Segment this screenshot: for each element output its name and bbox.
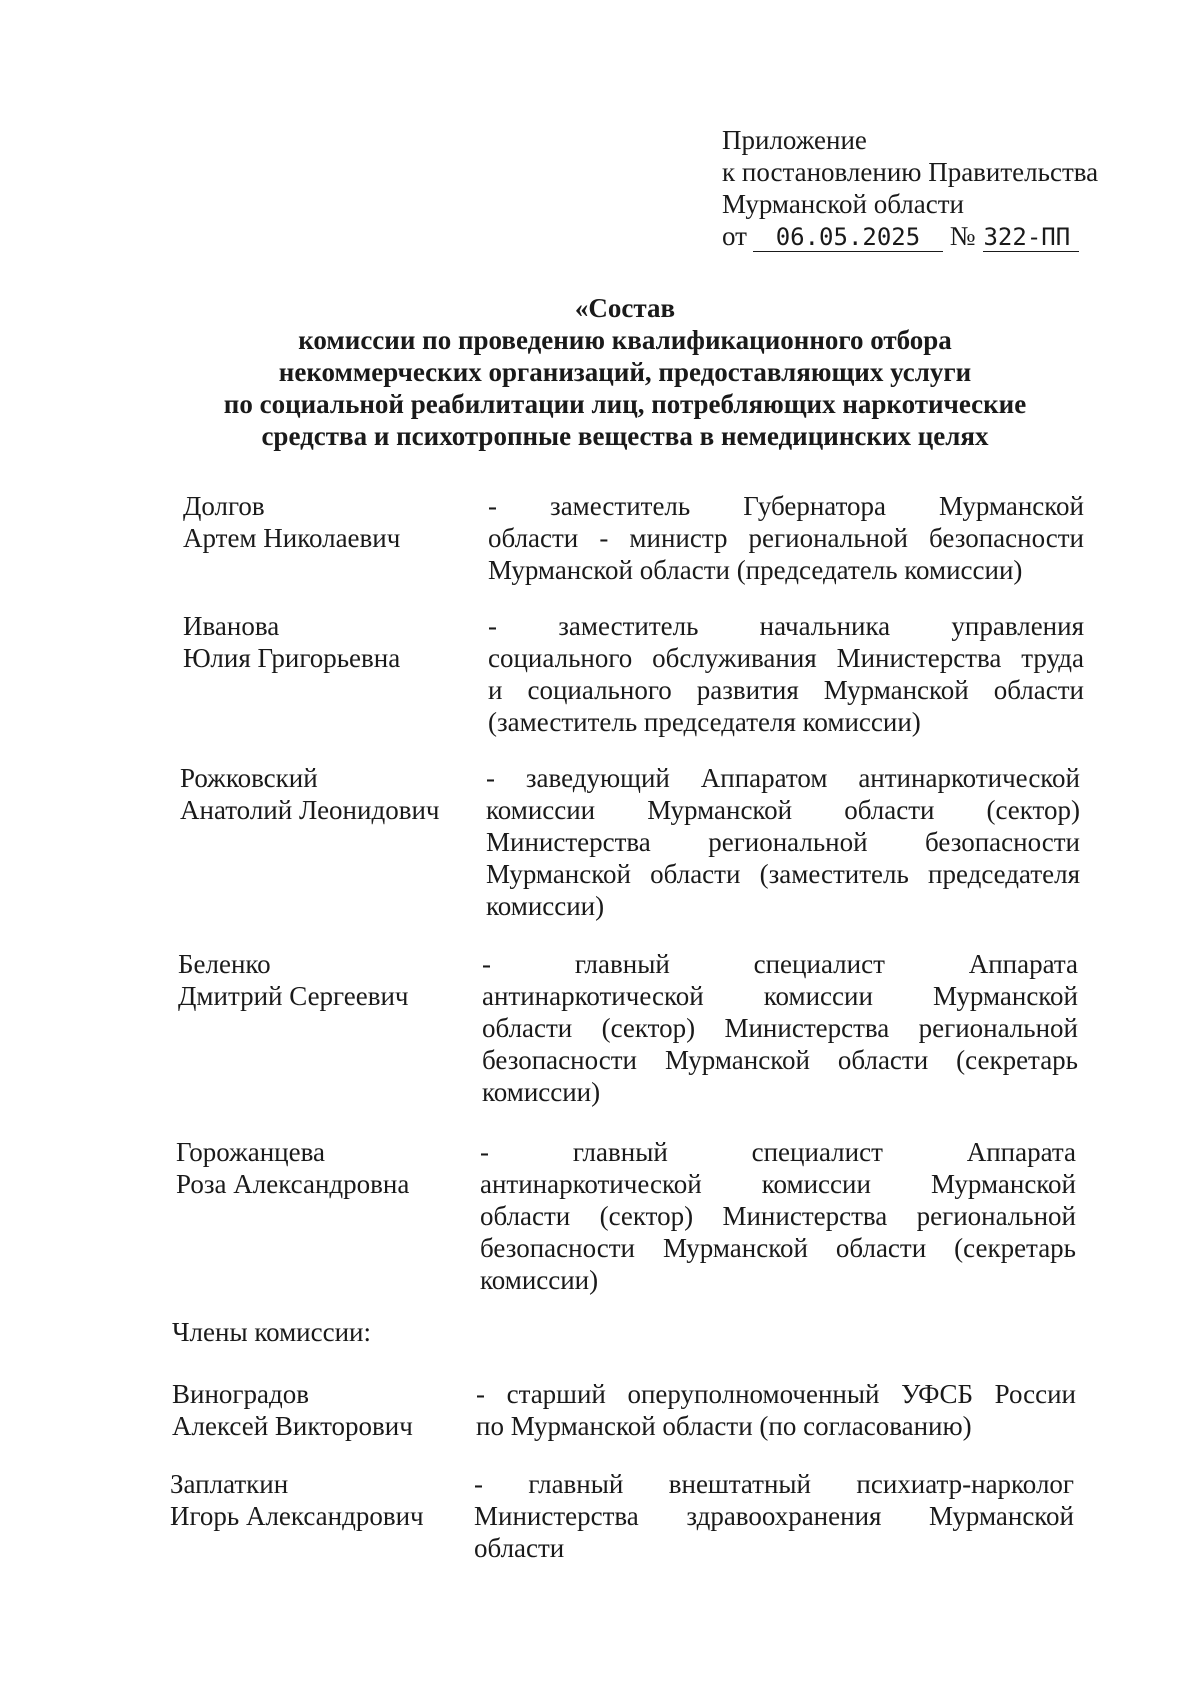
member-name: [183, 610, 400, 674]
position-line: области: [474, 1533, 565, 1563]
member-name: [170, 1468, 424, 1532]
member-surname: Иванова: [183, 611, 280, 641]
member-surname: Заплаткин: [170, 1469, 289, 1499]
member-position: [488, 610, 1084, 738]
position-line: социального обслуживания Министерства труда: [488, 643, 1084, 673]
position-line: комиссии Мурманской области (сектор): [486, 795, 1080, 825]
member-name: [180, 762, 439, 826]
position-line: - заместитель начальника управления: [488, 611, 1084, 641]
position-line: области (сектор) Министерства региональной: [482, 1013, 1078, 1043]
member-position: [474, 1468, 1074, 1564]
member-given-name: Игорь Александрович: [170, 1501, 424, 1531]
appendix-line-2: к постановлению Правительства: [722, 157, 1099, 187]
position-line: - главный специалист Аппарата: [480, 1137, 1076, 1167]
position-line: Мурманской области (заместитель председателя: [486, 859, 1080, 889]
position-line: безопасности Мурманской области (секретарь: [482, 1045, 1078, 1075]
document-title: [160, 292, 1090, 452]
position-line: - старший оперуполномоченный УФСБ России: [476, 1379, 1076, 1409]
position-line: (заместитель председателя комиссии): [488, 707, 921, 737]
member-name: [178, 948, 409, 1012]
date-prefix: от: [722, 221, 747, 251]
members-heading: Члены комиссии:: [172, 1317, 371, 1347]
member-position: [486, 762, 1080, 922]
member-name: [176, 1136, 409, 1200]
position-line: Министерства региональной безопасности: [486, 827, 1080, 857]
member-surname: Беленко: [178, 949, 271, 979]
member-given-name: Дмитрий Сергеевич: [178, 981, 409, 1011]
position-line: - главный специалист Аппарата: [482, 949, 1078, 979]
position-line: области (сектор) Министерства региональной: [480, 1201, 1076, 1231]
position-line: - главный внештатный психиатр-нарколог: [474, 1469, 1074, 1499]
number-prefix: №: [949, 221, 976, 251]
member-position: [476, 1378, 1076, 1442]
position-line: Мурманской области (председатель комиссии): [488, 555, 1023, 585]
position-line: антинаркотической комиссии Мурманской: [480, 1169, 1076, 1199]
appendix-label: Приложение: [722, 125, 867, 155]
appendix-line-3: Мурманской области: [722, 189, 964, 219]
position-line: комиссии): [480, 1265, 599, 1295]
member-given-name: Юлия Григорьевна: [183, 643, 401, 673]
position-line: безопасности Мурманской области (секретарь: [480, 1233, 1076, 1263]
appendix-date-line: [722, 220, 1098, 252]
member-surname: Долгов: [183, 491, 265, 521]
member-given-name: Анатолий Леонидович: [180, 795, 440, 825]
position-line: области - министр региональной безопасности: [488, 523, 1084, 553]
title-line-2: комиссии по проведению квалификационного отбора: [298, 325, 952, 355]
title-line-3: некоммерческих организаций, предоставляющих услуги: [278, 357, 972, 387]
member-position: [480, 1136, 1076, 1296]
decree-date: 06.05.2025: [753, 223, 943, 252]
member-name: [172, 1378, 413, 1442]
position-line: - заместитель Губернатора Мурманской: [488, 491, 1084, 521]
member-position: [482, 948, 1078, 1108]
position-line: комиссии): [482, 1077, 601, 1107]
title-line-1: «Состав: [574, 293, 676, 323]
member-given-name: Артем Николаевич: [183, 523, 401, 553]
position-line: Министерства здравоохранения Мурманской: [474, 1501, 1074, 1531]
member-surname: Горожанцева: [176, 1137, 325, 1167]
appendix-block: [722, 124, 1098, 252]
decree-number: 322-ПП: [983, 223, 1079, 252]
position-line: по Мурманской области (по согласованию): [476, 1411, 972, 1441]
position-line: комиссии): [486, 891, 605, 921]
position-line: и социального развития Мурманской области: [488, 675, 1084, 705]
member-surname: Рожковский: [180, 763, 318, 793]
position-line: антинаркотической комиссии Мурманской: [482, 981, 1078, 1011]
title-line-4: по социальной реабилитации лиц, потребляющих наркотические: [223, 389, 1027, 419]
title-line-5: средства и психотропные вещества в немедицинских целях: [261, 421, 989, 451]
member-given-name: Роза Александровна: [176, 1169, 410, 1199]
position-line: - заведующий Аппаратом антинаркотической: [486, 763, 1080, 793]
member-given-name: Алексей Викторович: [172, 1411, 413, 1441]
member-position: [488, 490, 1084, 586]
member-name: [183, 490, 400, 554]
member-surname: Виноградов: [172, 1379, 309, 1409]
